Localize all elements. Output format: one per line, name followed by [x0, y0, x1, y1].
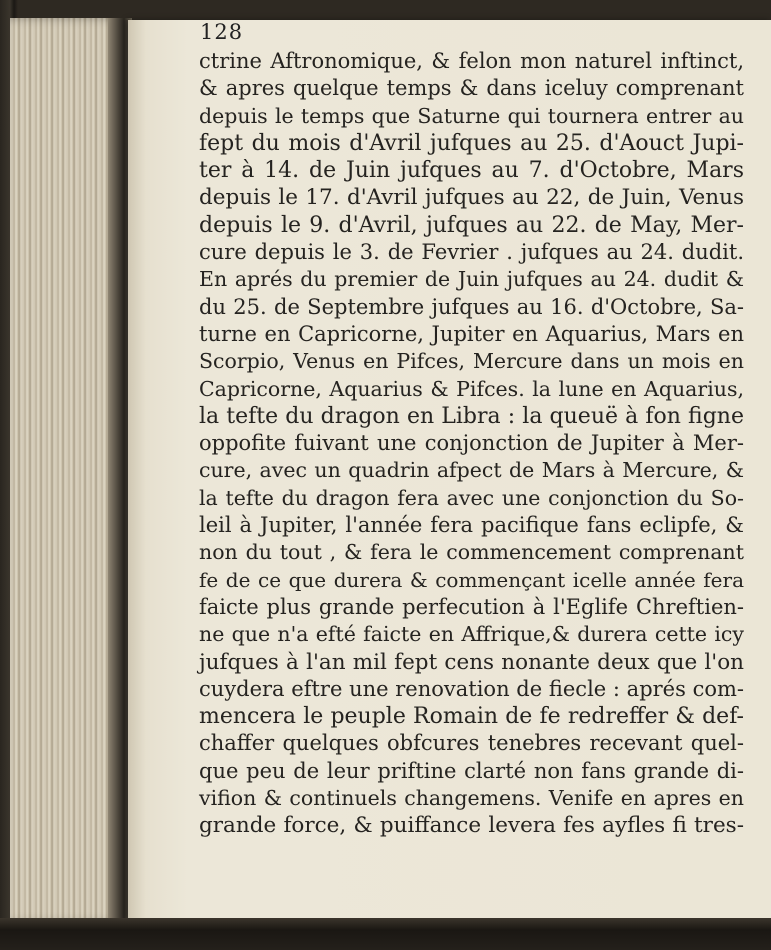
text-line: du 25. de Septembre jufques au 16. d'Octobre, Sa-: [199, 294, 744, 319]
text-line: cuydera eftre une renovation de fiecle : aprés com-: [199, 676, 744, 701]
text-line: jufques à l'an mil fept cens nonante deux que l'on: [199, 649, 744, 675]
text-line: faicte plus grande perfecution à l'Eglife Chreftien-: [199, 594, 744, 619]
text-line: non du tout , & fera le commencement comprenant: [199, 540, 744, 565]
text-line: depuis le temps que Saturne qui tournera entrer au: [199, 103, 744, 128]
text-line: chaffer quelques obfcures tenebres recevant quel-: [199, 731, 744, 756]
text-line: cure, avec un quadrin afpect de Mars à Mercure, &: [199, 458, 744, 483]
text-line: Capricorne, Aquarius & Pifces. la lune en Aquarius,: [199, 376, 744, 401]
text-line: cure depuis le 3. de Fevrier . jufques au 24. dudit.: [199, 240, 744, 265]
text-line: leil à Jupiter, l'année fera pacifique fans eclipfe, &: [199, 513, 744, 538]
text-line: ne que n'a efté faicte en Affrique,& durera cette icy: [199, 622, 744, 647]
text-line: vifion & continuels changemens. Venife en apres en: [199, 786, 744, 811]
text-line: & apres quelque temps & dans iceluy comprenant: [199, 76, 744, 101]
text-line: turne en Capricorne, Jupiter en Aquarius, Mars en: [199, 321, 744, 346]
text-line: la tefte du dragon en Libra : la queuë à fon figne: [199, 403, 744, 429]
text-line: ctrine Aftronomique, & felon mon naturel inftinct,: [199, 49, 744, 73]
text-line: fept du mois d'Avril jufques au 25. d'Aouct Jupi-: [199, 130, 744, 156]
text-line: Scorpio, Venus en Pifces, Mercure dans un mois en: [199, 349, 744, 374]
page-number: 128: [200, 20, 244, 44]
text-line: la tefte du dragon fera avec une conjonction du So-: [199, 485, 744, 510]
text-line: depuis le 17. d'Avril jufques au 22, de Juin, Venus: [199, 185, 744, 211]
body-text: [199, 48, 744, 840]
text-line: depuis le 9. d'Avril, jufques au 22. de May, Mer-: [199, 212, 744, 238]
text-line: fe de ce que durera & commençant icelle année fera: [199, 567, 744, 592]
text-line: grande force, & puiffance levera fes ayfles fi tres-: [199, 813, 744, 839]
text-line: oppofite fuivant une conjonction de Jupiter à Mer-: [199, 431, 744, 456]
text-line: En aprés du premier de Juin jufques au 24. dudit &: [199, 267, 744, 292]
text-line: que peu de leur priftine clarté non fans grande di-: [199, 758, 744, 783]
bottom-shadow: [0, 918, 771, 950]
text-line: mencera le peuple Romain de fe redreffer & def-: [199, 704, 744, 730]
text-line: ter à 14. de Juin jufques au 7. d'Octobre, Mars: [199, 158, 744, 184]
